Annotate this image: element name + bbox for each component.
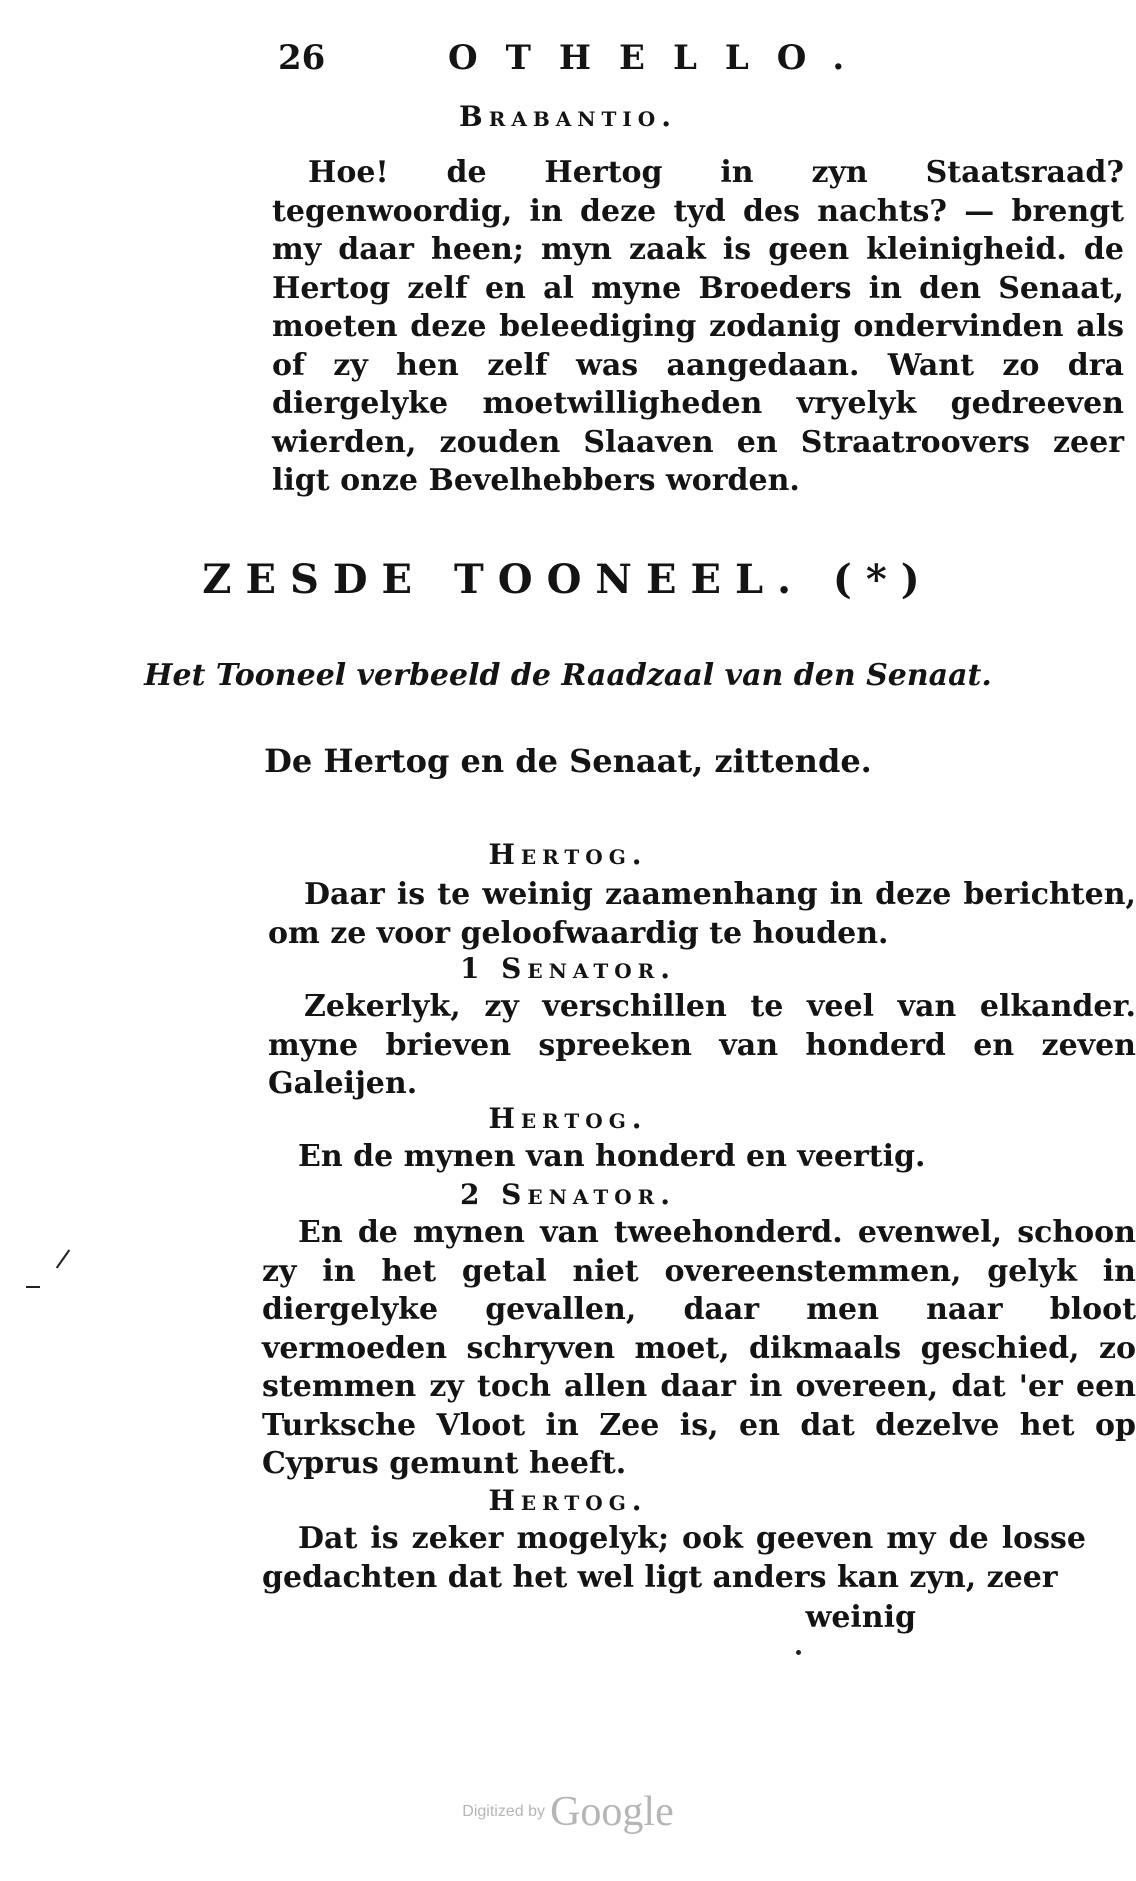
speech-paragraph: Zekerlyk, zy verschillen te veel van elkander. myne brieven spreeken van honderd en zeven Galeijen.	[268, 989, 1136, 1101]
scene-cast: De Hertog en de Senaat, zittende.	[264, 742, 872, 780]
scene-heading: ZESDE TOONEEL. (*)	[202, 556, 934, 603]
speech-text	[262, 1138, 1120, 1177]
speech-paragraph: En de mynen van tweehonderd. evenwel, schoon zy in het getal niet overeenstemmen, gelyk in diergelyke gevallen, daar men naar bloot vermoeden schryven moet, dikmaals geschied, zo stemmen zy toch allen daar in overeen, dat 'er een Turksche Vloot in Zee is, en dat dezelve het op Cyprus gemunt heeft.	[262, 1215, 1136, 1481]
speech-text	[262, 1214, 1136, 1484]
speech-paragraph: En de mynen van honderd en veertig.	[298, 1139, 926, 1174]
speaker-name: Hertog.	[488, 1484, 648, 1517]
speaker-name: Hertog.	[488, 838, 648, 871]
speech-paragraph: Hoe! de Hertog in zyn Staatsraad? tegenwoordig, in deze tyd des nachts? — brengt my daar heen; myn zaak is geen kleinigheid. de Hertog zelf en al myne Broeders in den Senaat, moeten deze beleediging zodanig ondervinden als of zy hen zelf was aangedaan. Want zo dra diergelyke moetwilligheden vryelyk gedreeven wierden, zouden Slaaven en Straatroovers zeer ligt onze Bevelhebbers worden.	[272, 155, 1124, 498]
google-logo: Google	[550, 1789, 674, 1835]
ink-speck	[796, 1650, 801, 1655]
speech-text	[268, 988, 1136, 1104]
speaker-name: 2 Senator.	[459, 1178, 677, 1211]
page-number: 26	[278, 38, 326, 78]
margin-mark	[26, 1286, 40, 1288]
speaker-name: Brabantio.	[459, 100, 677, 133]
speech-text	[272, 154, 1124, 501]
scene-setting: Het Tooneel verbeeld de Raadzaal van den Senaat.	[144, 658, 992, 693]
speaker-name: 1 Senator.	[459, 952, 677, 985]
running-header	[272, 34, 912, 84]
digitized-watermark	[0, 1788, 1136, 1836]
digitized-label: Digitized by	[462, 1803, 545, 1820]
speech-paragraph: Daar is te weinig zaamenhang in deze berichten, om ze voor geloofwaardig te houden.	[268, 877, 1136, 951]
running-title: OTHELLO.	[448, 38, 873, 78]
speech-text	[268, 876, 1136, 953]
catchword: weinig	[805, 1600, 916, 1635]
margin-mark	[56, 1249, 70, 1268]
speech-text	[262, 1520, 1086, 1597]
speaker-name: Hertog.	[488, 1102, 648, 1135]
speech-paragraph: Dat is zeker mogelyk; ook geeven my de losse gedachten dat het wel ligt anders kan zyn, zeer	[262, 1521, 1086, 1595]
